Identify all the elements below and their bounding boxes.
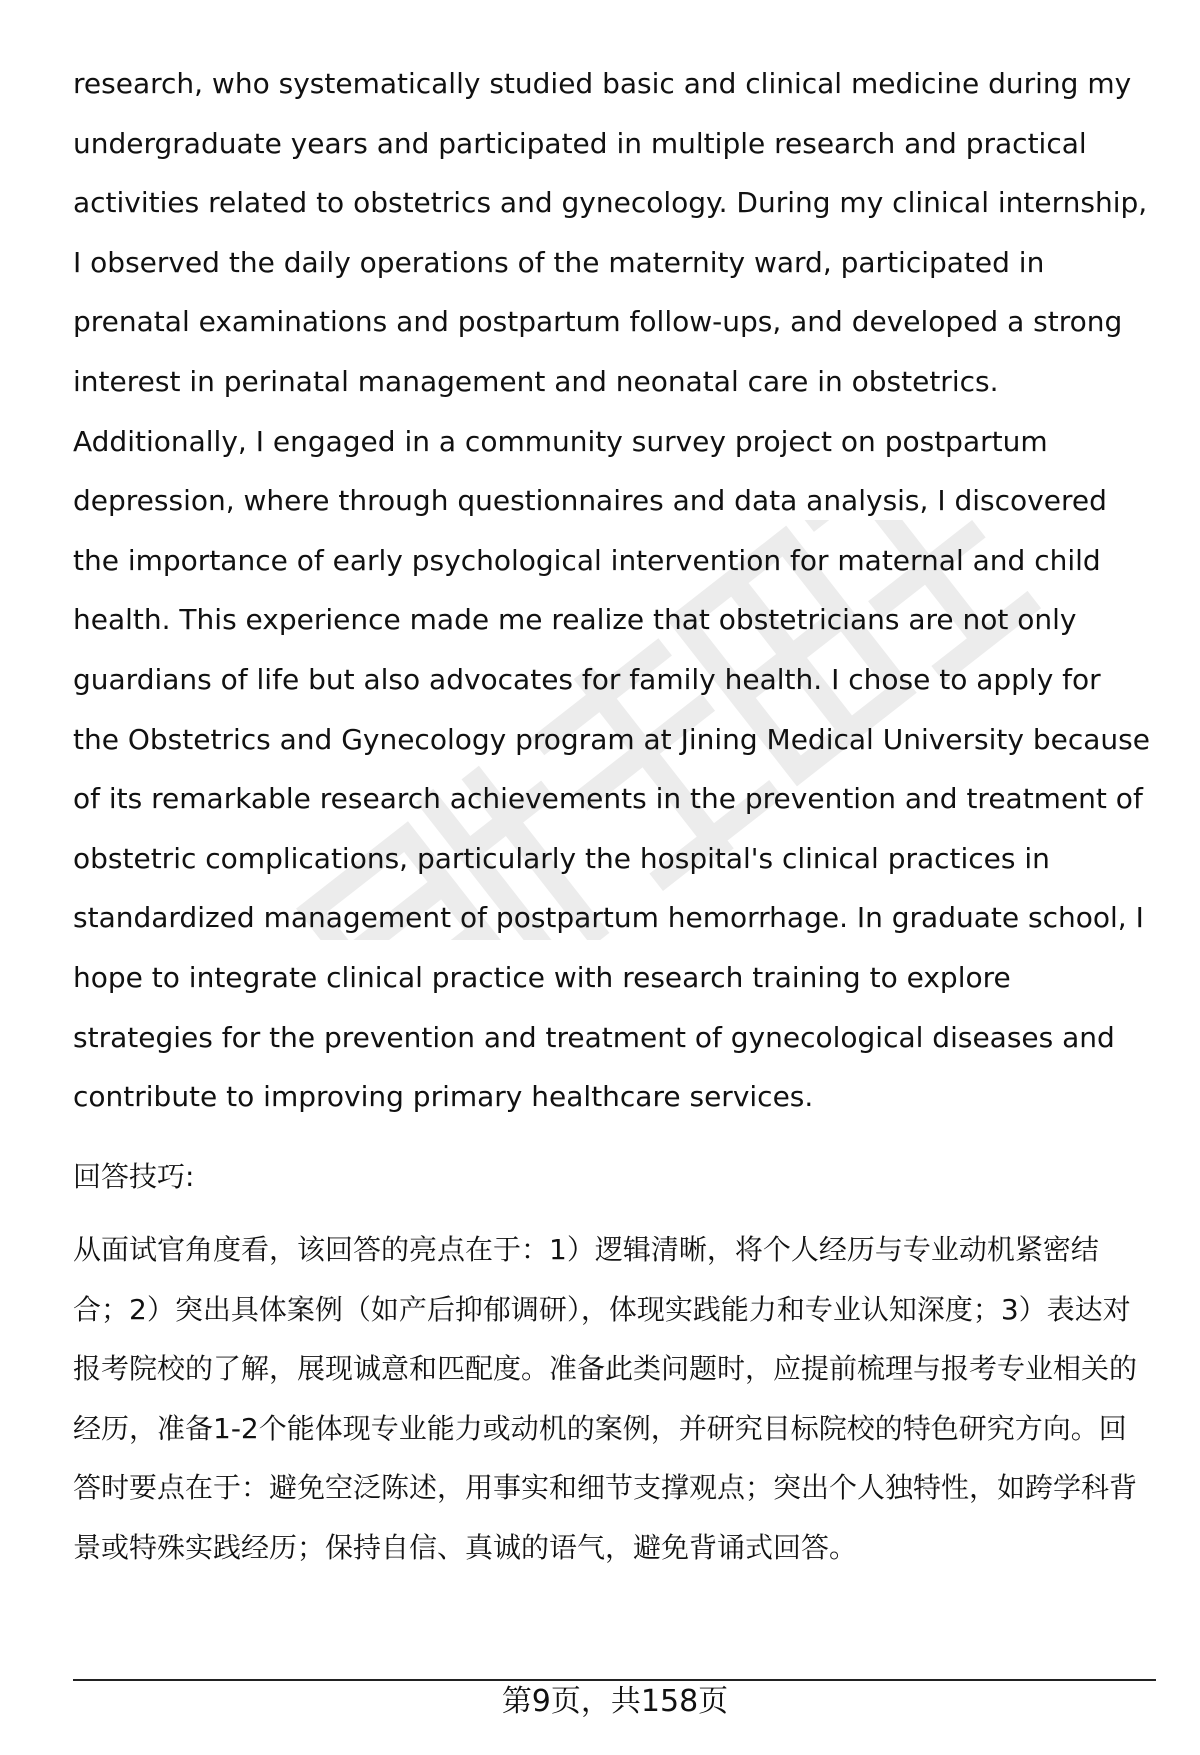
essay-paragraph: research, who systematically studied basic and clinical medicine during my undergraduate years and participated in multiple research and practical activities related to obstetrics and gynecology. During my clinical internship, I observed the daily operations of the maternity ward, participated in prenatal examinations and postpartum follow-ups, and developed a strong interest in perinatal management and neonatal care in obstetrics. Additionally, I engaged in a community survey project on postpartum depression, where through questionnaires and data analysis, I discovered the importance of early psychological intervention for maternal and child health. This experience made me realize that obstetricians are not only guardians of life but also advocates for family health. I chose to apply for the Obstetrics and Gynecology program at Jining Medical University because of its remarkable research achievements in the prevention and treatment of obstetric complications, particularly the hospital's clinical practices in standardized management of postpartum hemorrhage. In graduate school, I hope to integrate clinical practice with research training to explore strategies for the prevention and treatment of gynecological diseases and contribute to improving primary healthcare services. [73,67,1150,1114]
tips-body: 从面试官角度看，该回答的亮点在于：1）逻辑清晰，将个人经历与专业动机紧密结合；2）突出具体案例（如产后抑郁调研），体现实践能力和专业认知深度；3）表达对报考院校的了解，展现诚意和匹配度。准备此类问题时，应提前梳理与报考专业相关的经历，准备1-2个能体现专业能力或动机的案例，并研究目标院校的特色研究方向。回答时要点在于：避免空泛陈述，用事实和细节支撑观点；突出个人独特性，如跨学科背景或特殊实践经历；保持自信、真诚的语气，避免背诵式回答。 [73,1233,1138,1564]
tips-heading: 回答技巧: [73,1160,195,1193]
page-number: 第9页，共158页 [501,1684,729,1719]
